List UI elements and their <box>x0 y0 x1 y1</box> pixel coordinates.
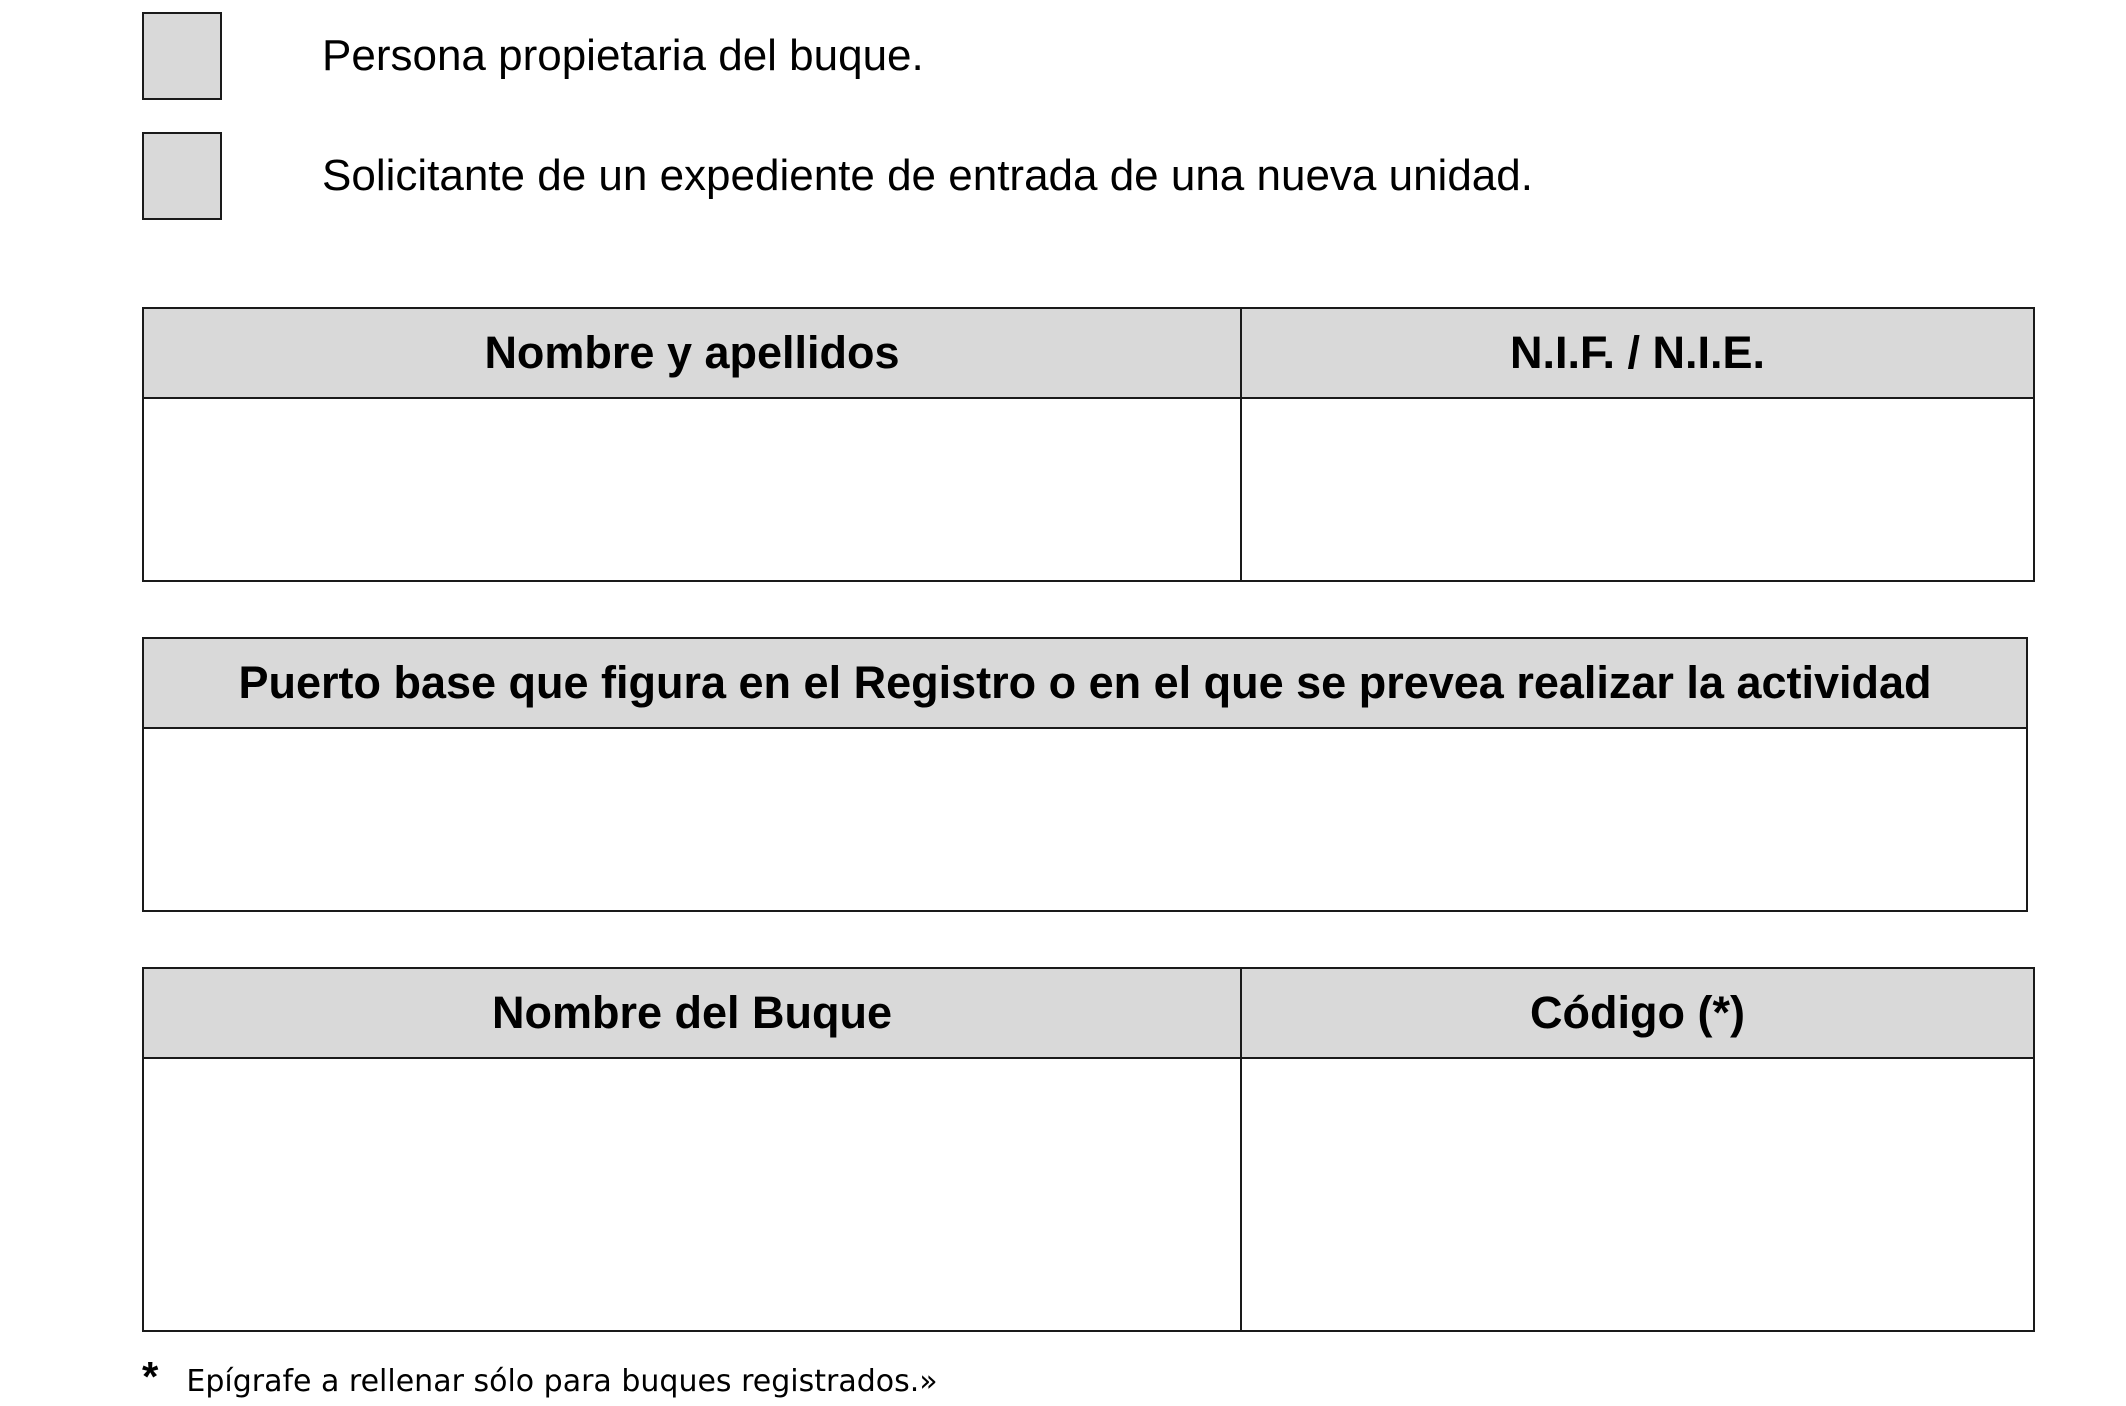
footnote-asterisk: * <box>142 1353 159 1400</box>
applicant-checkbox[interactable] <box>142 132 222 220</box>
vessel-table-input-row <box>143 1058 2034 1331</box>
owner-table-header-row <box>143 308 2034 398</box>
owner-checkbox[interactable] <box>142 12 222 100</box>
header-home-port: Puerto base que figura en el Registro o en el que se prevea realizar la actividad <box>143 638 2027 728</box>
footnote <box>142 1353 938 1400</box>
owner-table <box>142 307 2035 582</box>
footnote-text: Epígrafe a rellenar sólo para buques registrados.» <box>186 1364 938 1399</box>
vessel-table <box>142 967 2035 1332</box>
port-table <box>142 637 2028 912</box>
full-name-field[interactable] <box>143 398 1241 581</box>
header-vessel-name: Nombre del Buque <box>143 968 1241 1058</box>
port-table-header-row <box>143 638 2027 728</box>
header-vessel-code: Código (*) <box>1241 968 2034 1058</box>
port-table-input-row <box>143 728 2027 911</box>
home-port-field[interactable] <box>143 728 2027 911</box>
header-nif-nie: N.I.F. / N.I.E. <box>1241 308 2034 398</box>
option-owner[interactable] <box>142 12 924 100</box>
nif-nie-field[interactable] <box>1241 398 2034 581</box>
vessel-code-field[interactable] <box>1241 1058 2034 1331</box>
header-full-name: Nombre y apellidos <box>143 308 1241 398</box>
owner-checkbox-label: Persona propietaria del buque. <box>322 31 924 80</box>
option-applicant[interactable] <box>142 132 1533 220</box>
vessel-name-field[interactable] <box>143 1058 1241 1331</box>
vessel-table-header-row <box>143 968 2034 1058</box>
owner-table-input-row <box>143 398 2034 581</box>
applicant-checkbox-label: Solicitante de un expediente de entrada de una nueva unidad. <box>322 151 1533 200</box>
